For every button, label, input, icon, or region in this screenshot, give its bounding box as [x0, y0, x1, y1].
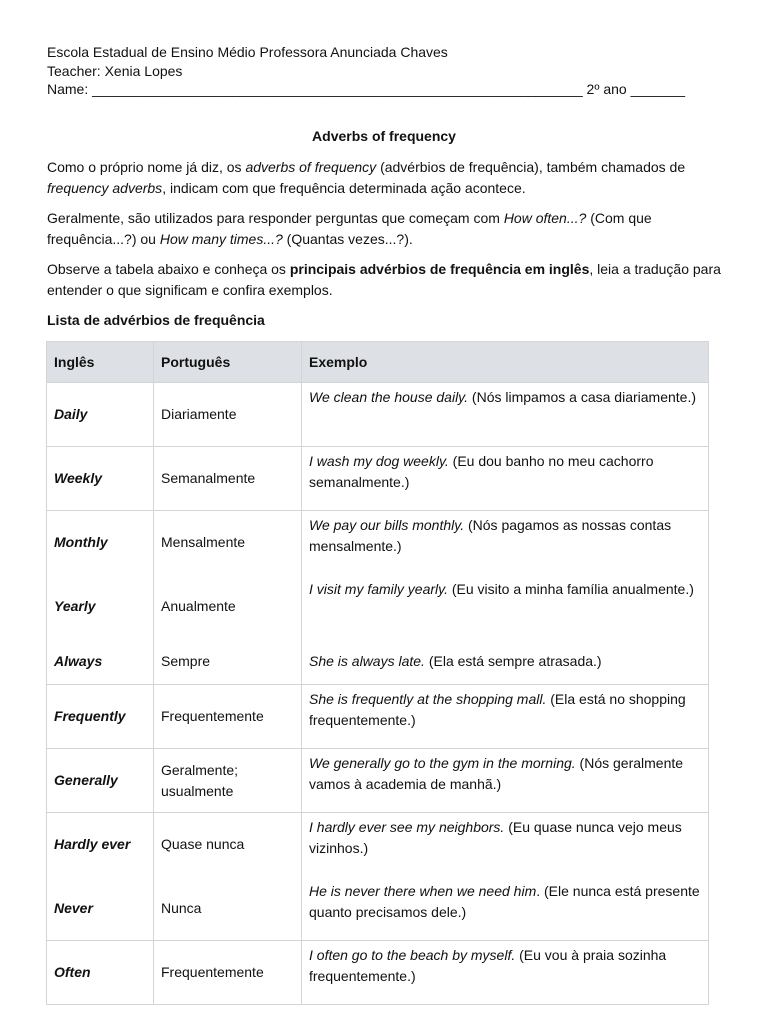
school-name: Escola Estadual de Ensino Médio Professora Anunciada Chaves	[47, 44, 448, 60]
cell-example	[302, 749, 709, 813]
table-row	[47, 575, 709, 639]
intro-2-question-b: How many times...?	[159, 231, 283, 247]
header-example: Exemplo	[302, 342, 709, 383]
table-row	[47, 813, 709, 877]
cell-example	[302, 639, 709, 685]
example-translation: (Nós limpamos a casa diariamente.)	[468, 389, 697, 405]
cell-portuguese: Quase nunca	[154, 813, 302, 877]
example-english: He is never there when we need him	[309, 883, 537, 899]
cell-portuguese: Anualmente	[154, 575, 302, 639]
student-name-line: Name: _______________________________________________________________ 2º ano _______	[47, 81, 686, 97]
example-translation: (Nós pagamos as nossas contas mensalmente.)	[309, 517, 672, 554]
cell-portuguese: Diariamente	[154, 383, 302, 447]
intro-paragraph-1	[47, 157, 737, 199]
intro-2-question-a: How often...?	[503, 210, 587, 226]
cell-portuguese: Semanalmente	[154, 447, 302, 511]
intro-2-text-b: (Com que frequência...?) ou	[47, 210, 652, 247]
example-translation: . (Ele nunca está presente quanto precisamos dele.)	[309, 883, 700, 920]
document-title: Adverbs of frequency	[312, 128, 456, 144]
cell-example	[302, 877, 709, 941]
teacher-name: Teacher: Xenia Lopes	[47, 62, 183, 79]
table-row	[47, 383, 709, 447]
table-row	[47, 639, 709, 685]
table-row	[47, 877, 709, 941]
example-english: I wash my dog weekly.	[309, 453, 449, 469]
example-translation: (Eu dou banho no meu cachorro semanalmente.)	[309, 453, 654, 490]
example-translation: (Nós geralmente vamos à academia de manhã.)	[309, 755, 684, 792]
example-translation: (Ela está no shopping frequentemente.)	[309, 691, 686, 728]
intro-1-text-b: (advérbios de frequência), também chamados de	[376, 159, 686, 175]
cell-english: Always	[47, 639, 154, 685]
cell-example	[302, 575, 709, 639]
table-row	[47, 447, 709, 511]
table-header-row	[47, 342, 709, 383]
cell-portuguese: Sempre	[154, 639, 302, 685]
cell-english: Monthly	[47, 511, 154, 575]
cell-english: Frequently	[47, 685, 154, 749]
header-portuguese: Português	[154, 342, 302, 383]
intro-paragraph-2	[47, 208, 737, 250]
cell-english: Weekly	[47, 447, 154, 511]
example-english: I hardly ever see my neighbors.	[309, 819, 505, 835]
cell-example	[302, 383, 709, 447]
example-english: I visit my family yearly.	[309, 581, 448, 597]
intro-3-text-b: , leia a tradução para entender o que significam e confira exemplos.	[47, 261, 721, 298]
table-row	[47, 941, 709, 1005]
intro-2-text-a: Geralmente, são utilizados para responder perguntas que começam com	[47, 210, 504, 226]
example-translation: (Eu visito a minha família anualmente.)	[447, 581, 694, 597]
cell-example	[302, 685, 709, 749]
intro-1-text-a: Como o próprio nome já diz, os	[47, 159, 246, 175]
example-english: She is frequently at the shopping mall.	[309, 691, 547, 707]
intro-1-term-a: adverbs of frequency	[245, 159, 377, 175]
list-heading: Lista de advérbios de frequência	[47, 312, 265, 328]
intro-2-text-c: (Quantas vezes...?).	[282, 231, 413, 247]
example-english: I often go to the beach by myself.	[309, 947, 516, 963]
cell-portuguese: Frequentemente	[154, 941, 302, 1005]
cell-english: Never	[47, 877, 154, 941]
cell-portuguese: Geralmente; usualmente	[154, 749, 302, 813]
example-translation: (Eu vou à praia sozinha frequentemente.)	[309, 947, 667, 984]
table-row	[47, 511, 709, 575]
cell-example	[302, 941, 709, 1005]
intro-3-text-a: Observe a tabela abaixo e conheça os	[47, 261, 290, 277]
intro-1-term-b: frequency adverbs	[47, 180, 163, 196]
cell-english: Generally	[47, 749, 154, 813]
intro-1-text-c: , indicam com que frequência determinada ação acontece.	[162, 180, 526, 196]
cell-example	[302, 511, 709, 575]
example-translation: (Eu quase nunca vejo meus vizinhos.)	[309, 819, 682, 856]
table-row	[47, 749, 709, 813]
table-row	[47, 685, 709, 749]
example-english: We clean the house daily.	[309, 389, 469, 405]
header-english: Inglês	[47, 342, 154, 383]
cell-portuguese: Frequentemente	[154, 685, 302, 749]
intro-3-emphasis: principais advérbios de frequência em inglês	[289, 261, 590, 277]
document-header	[47, 43, 685, 99]
intro-paragraph-3	[47, 259, 737, 301]
cell-english: Yearly	[47, 575, 154, 639]
cell-english: Hardly ever	[47, 813, 154, 877]
adverbs-table	[46, 341, 709, 1005]
cell-portuguese: Nunca	[154, 877, 302, 941]
cell-portuguese: Mensalmente	[154, 511, 302, 575]
example-english: We generally go to the gym in the morning.	[309, 755, 576, 771]
cell-example	[302, 813, 709, 877]
example-english: She is always late.	[309, 653, 425, 670]
cell-english: Often	[47, 941, 154, 1005]
example-translation: (Ela está sempre atrasada.)	[424, 653, 602, 670]
cell-english: Daily	[47, 383, 154, 447]
example-english: We pay our bills monthly.	[309, 517, 465, 533]
cell-example	[302, 447, 709, 511]
